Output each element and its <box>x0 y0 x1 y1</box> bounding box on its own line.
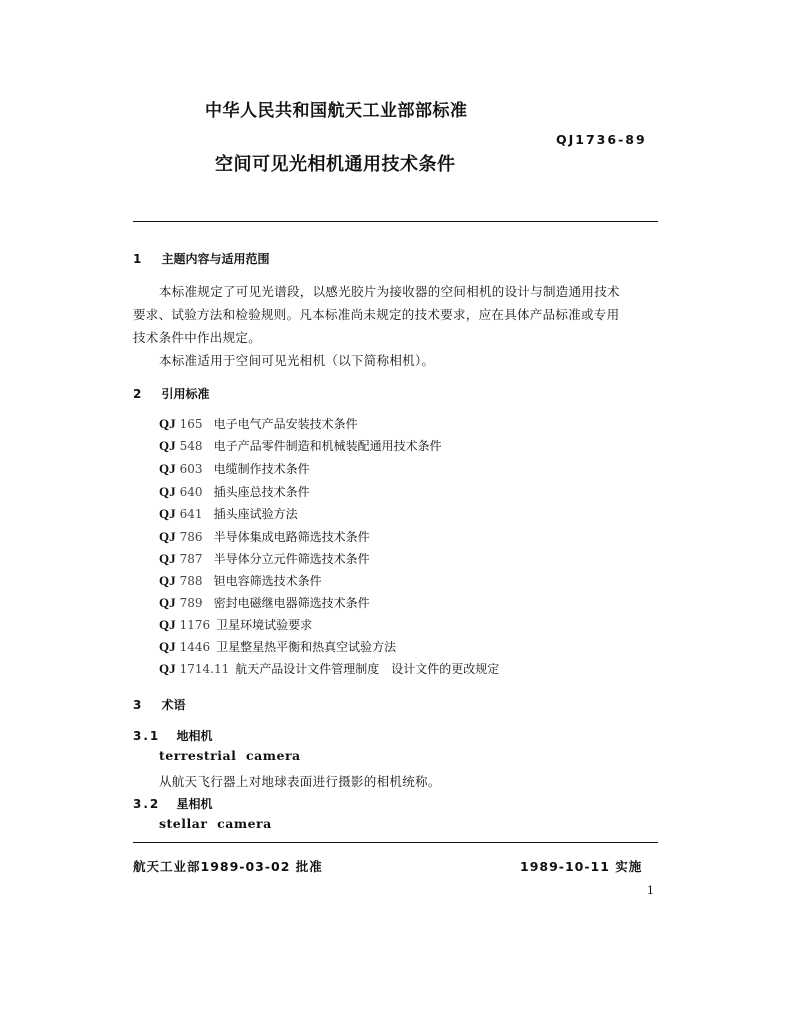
section-3-heading <box>133 696 186 713</box>
reference-number: 789 <box>179 596 203 610</box>
section-number: 1 <box>133 252 142 266</box>
reference-number: 1446 <box>179 640 211 654</box>
reference-number: 786 <box>179 530 203 544</box>
reference-title: 插头座总技术条件 <box>213 485 310 499</box>
implementation-date: 1989-10-11 实施 <box>520 859 643 874</box>
reference-title: 半导体分立元件筛选技术条件 <box>213 552 370 566</box>
document-title: 空间可见光相机通用技术条件 <box>215 154 456 175</box>
standard-code: QJ1736-89 <box>556 132 647 147</box>
reference-prefix: QJ <box>159 506 176 521</box>
section-number: 3 <box>133 698 142 712</box>
reference-item <box>159 550 370 567</box>
reference-prefix: QJ <box>159 461 176 476</box>
reference-prefix: QJ <box>159 484 176 499</box>
section-number: 2 <box>133 387 142 401</box>
term-3-1-heading <box>133 727 212 744</box>
reference-item <box>159 528 370 545</box>
reference-title: 航天产品设计文件管理制度 设计文件的更改规定 <box>235 662 500 676</box>
reference-prefix: QJ <box>159 416 176 431</box>
reference-prefix: QJ <box>159 551 176 566</box>
header-rule <box>133 221 658 222</box>
term-title: 星相机 <box>176 797 213 811</box>
reference-title: 密封电磁继电器筛选技术条件 <box>213 596 370 610</box>
scope-paragraph-line-2: 要求、试验方法和检验规则。凡本标准尚未规定的技术要求，应在具体产品标准或专用 <box>133 307 620 322</box>
reference-item <box>159 505 298 522</box>
section-1-heading <box>133 250 270 267</box>
reference-number: 1714.11 <box>179 662 230 676</box>
page-number: 1 <box>647 884 654 897</box>
reference-prefix: QJ <box>159 639 176 654</box>
section-title: 术语 <box>161 698 186 712</box>
reference-prefix: QJ <box>159 661 176 676</box>
reference-item <box>159 483 310 500</box>
reference-item <box>159 660 499 677</box>
reference-title: 插头座试验方法 <box>213 507 298 521</box>
term-3-2-english: stellar camera <box>159 816 272 831</box>
term-3-1-definition: 从航天飞行器上对地球表面进行摄影的相机统称。 <box>159 774 441 789</box>
issuer-title: 中华人民共和国航天工业部部标准 <box>205 101 468 121</box>
reference-number: 788 <box>179 574 203 588</box>
reference-title: 电缆制作技术条件 <box>213 462 310 476</box>
approval-date: 航天工业部1989-03-02 批准 <box>133 859 323 874</box>
term-3-2-heading <box>133 795 212 812</box>
scope-paragraph-line-3: 技术条件中作出规定。 <box>133 330 262 345</box>
section-2-heading <box>133 385 210 402</box>
scope-paragraph-line-1: 本标准规定了可见光谱段，以感光胶片为接收器的空间相机的设计与制造通用技术 <box>159 284 620 299</box>
reference-prefix: QJ <box>159 617 176 632</box>
reference-number: 165 <box>179 417 203 431</box>
term-title: 地相机 <box>176 729 213 743</box>
term-number: 3.2 <box>133 797 161 811</box>
reference-title: 钽电容筛选技术条件 <box>213 574 322 588</box>
section-title: 主题内容与适用范围 <box>161 252 270 266</box>
reference-number: 548 <box>179 439 203 453</box>
reference-title: 卫星环境试验要求 <box>216 618 313 632</box>
term-number: 3.1 <box>133 729 161 743</box>
reference-number: 603 <box>179 462 203 476</box>
reference-title: 电子产品零件制造和机械装配通用技术条件 <box>213 439 442 453</box>
reference-prefix: QJ <box>159 529 176 544</box>
reference-number: 1176 <box>179 618 211 632</box>
reference-number: 787 <box>179 552 203 566</box>
applicability-paragraph: 本标准适用于空间可见光相机（以下简称相机）。 <box>159 353 435 368</box>
reference-prefix: QJ <box>159 573 176 588</box>
reference-title: 卫星整星热平衡和热真空试验方法 <box>216 640 397 654</box>
reference-title: 半导体集成电路筛选技术条件 <box>213 530 370 544</box>
footer-rule <box>133 842 658 843</box>
reference-item <box>159 415 358 432</box>
reference-item <box>159 638 396 655</box>
reference-item <box>159 616 312 633</box>
reference-number: 641 <box>179 507 203 521</box>
reference-item <box>159 572 322 589</box>
section-title: 引用标准 <box>161 387 210 401</box>
reference-number: 640 <box>179 485 203 499</box>
reference-title: 电子电气产品安装技术条件 <box>213 417 358 431</box>
reference-prefix: QJ <box>159 595 176 610</box>
term-3-1-english: terrestrial camera <box>159 748 301 763</box>
reference-item <box>159 460 310 477</box>
reference-item <box>159 437 442 454</box>
reference-item <box>159 594 370 611</box>
reference-prefix: QJ <box>159 438 176 453</box>
